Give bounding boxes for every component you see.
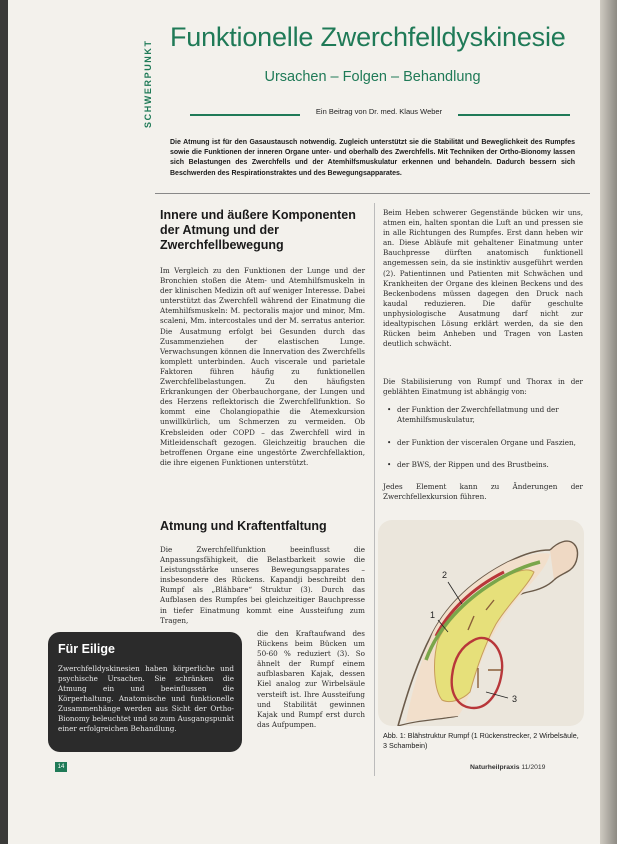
- section2-paragraph-b: die den Kraftaufwand des Rückens beim Bücken um 50-60 % reduziert (3). So ähnelt der Rumpf einem aufblasbaren Kajak, dessen Kiel analog zur Wirbelsäule versteift ist. Ihre Aussteifung und Stabilität gewinnen Kajak und Rumpf erst durch das Aufpumpen.: [257, 629, 365, 729]
- section1-paragraph: Im Vergleich zu den Funktionen der Lunge und der Bronchien stoßen die Atem- und Atemhilfsmuskeln in der klinischen Medizin oft auf weniger Interesse. Dabei unterstützt das Zwerchfell während der Einatmung die Atemhilfsmuskeln: M. pectoralis major und minor, Mm. scaleni, Mm. intercostales und der M. serratus anterior. Die Ausatmung erfolgt bei Gesunden durch das Zusammenziehen der elastischen Lunge. Verwachsungen können die Innervation des Zwerchfells komplett unterbinden. Auch viscerale und parietale Faktoren führen häufig zu funktionellen Zwerchfellbelastungen. Zu den häufigsten Erkrankungen der Oberbauchorgane, der Lungen und des Herzens reflektorisch die Zwerchfellfunktion. So kommt eine Cholangiopathie die Atemexkursion unwillkürlich, um Schmerzen zu vermeiden. Ob Krebsleiden oder COPD – das Zwerchfell wird in Mitleidenschaft gezogen. Gleichzeitig brauchen die betroffenen Organe eine ungestörte Zwerchfellaktion, die ihre eigenen Funktionen unterstützt.: [160, 266, 365, 467]
- figure-label-3: 3: [512, 694, 518, 704]
- byline-rule-right: [458, 114, 570, 116]
- summary-box: [48, 632, 242, 752]
- right-paragraph-2: Die Stabilisierung von Rumpf und Thorax in der geblähten Einatmung ist abhängig von:: [383, 377, 583, 397]
- section1-heading: Innere und äußere Komponenten der Atmung und der Zwerchfellbewegung: [160, 208, 356, 252]
- section2-heading: Atmung und Kraftentfaltung: [160, 519, 327, 533]
- figure-caption: Abb. 1: Blähstruktur Rumpf (1 Rückenstrecker, 2 Wirbelsäule, 3 Schambein): [383, 731, 579, 750]
- section-label: SCHWERPUNKT: [143, 39, 153, 128]
- article-title: Funktionelle Zwerchfelldyskinesie: [170, 22, 566, 52]
- column-divider: [374, 203, 375, 776]
- byline: [190, 107, 570, 121]
- section2-paragraph-a: Die Zwerchfellfunktion beeinflusst die Anpassungsfähigkeit, die Belastbarkeit sowie die Leistungsstärke unseres Bewegungsapparates – insbesondere des Rückens. Kapandji beschreibt den Rumpf als „Blähbare“ Struktur (3). Durch das Aufblasen des Rumpfes bei gleichzeitiger Bauchpresse in tiefer Einatmung kommt eine Aussteifung zum Tragen,: [160, 545, 365, 625]
- figure-label-2: 2: [442, 570, 448, 580]
- anatomy-figure: [378, 520, 584, 726]
- journal-footer: [470, 764, 545, 771]
- right-paragraph-1: Beim Heben schwerer Gegenstände bücken wir uns, atmen ein, halten spontan die Luft an und pressen sie in alle Richtungen des Rumpfes. Erst dann heben wir an. Diese Abläufe mit gehaltener Einatmung unter Bauchpresse dürften anatomisch funktionell angemessen sein, da sie instinktiv ausgeführt werden (2). Patientinnen und Patienten mit Schwächen und Krankheiten der Organe des kleinen Beckens und des Beckenbodens müssen dagegen den Druck nach kaudal reduzieren. Die dafür geschulte unphysiologische Ausatmung darf nicht zur idealtypischen Lösung erklärt werden, da sie den Rücken beim Anheben und Tragen von Lasten deutlich schwächt.: [383, 208, 583, 349]
- journal-name: Naturheilpraxis: [470, 764, 520, 771]
- next-page-edge: [600, 0, 617, 844]
- divider: [155, 193, 590, 194]
- byline-rule-left: [190, 114, 300, 116]
- abstract: Die Atmung ist für den Gasaustausch notwendig. Zugleich unterstützt sie die Stabilität und Beweglichkeit des Rumpfes sowie die Funktionen der inneren Organe unter- und oberhalb des Zwerchfells. Mit Techniken der Ortho-Bionomy lassen sich Belastungen des Zwerchfells und der Atemhilfsmuskulatur erkennen und behandeln. Dadurch bessern sich Beschwerden des Respirationstraktes und des Bewegungsapparates.: [170, 139, 575, 177]
- summary-title: Für Eilige: [58, 642, 115, 656]
- page-number: 14: [55, 762, 67, 772]
- journal-issue: 11/2019: [521, 764, 546, 771]
- byline-text: Ein Beitrag von Dr. med. Klaus Weber: [315, 107, 443, 116]
- article-subtitle: Ursachen – Folgen – Behandlung: [264, 69, 481, 85]
- trunk-illustration: [378, 520, 584, 726]
- right-paragraph-3: Jedes Element kann zu Änderungen der Zwerchfellexkursion führen.: [383, 482, 583, 502]
- figure-label-1: 1: [430, 610, 436, 620]
- summary-text: Zwerchfelldyskinesien haben körperliche und psychische Ursachen. Sie schränken die Atmung ein und beeinflussen die Körperhaltung. Anatomische und funktionelle Zusammenhänge werden aus Sicht der Ortho-Bionomy beleuchtet und so zum Ausgangspunkt einer erfolgreichen Behandlung.: [58, 664, 234, 733]
